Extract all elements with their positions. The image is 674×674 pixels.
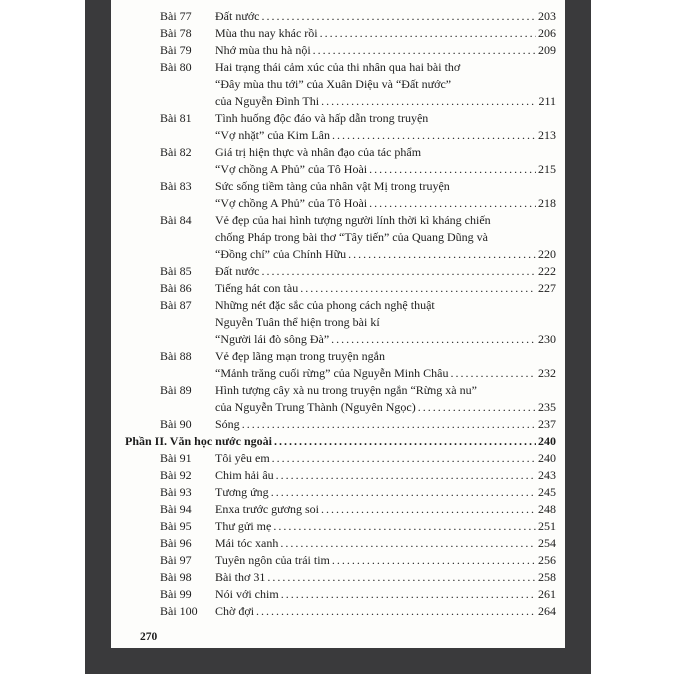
- entry-page-number: 209: [538, 43, 556, 57]
- entry-last-line: [215, 195, 556, 212]
- entry-last-line: [215, 501, 556, 518]
- entry-title-line: Hình tượng cây xà nu trong truyện ngắn “Rừng xà nu”: [215, 383, 477, 397]
- entry-title-text: Mùa thu nay khác rồi: [215, 26, 318, 40]
- entry-title-text: Tương ứng: [215, 485, 269, 499]
- dot-leader: [272, 450, 536, 467]
- entry-label: Bài 93: [160, 485, 192, 499]
- entry-title-block: [215, 42, 556, 59]
- entry-title-text: của Nguyễn Trung Thành (Nguyên Ngọc): [215, 400, 416, 414]
- toc-entry-row: [125, 450, 556, 467]
- toc-entry-row: [125, 484, 556, 501]
- entry-last-line: [215, 280, 556, 297]
- entry-title-block: [215, 178, 556, 212]
- toc-entry-row: [125, 178, 556, 212]
- entry-title-text: “Người lái đò sông Đà”: [215, 332, 330, 346]
- entry-title-text: của Nguyễn Đình Thi: [215, 94, 320, 108]
- entry-title-text: Enxa trước gương soi: [215, 502, 320, 516]
- entry-last-line: [215, 93, 556, 110]
- dot-leader: [300, 280, 536, 297]
- entry-label: Bài 89: [160, 383, 192, 397]
- dot-leader: [256, 603, 536, 620]
- entry-last-line: [215, 535, 556, 552]
- dot-leader: [369, 161, 536, 178]
- toc-section-row: [125, 433, 556, 450]
- dot-leader: [280, 535, 536, 552]
- entry-title-text: Đất nước: [215, 264, 260, 278]
- entry-title-block: [215, 59, 556, 110]
- dot-leader: [348, 246, 536, 263]
- dot-leader: [332, 552, 536, 569]
- entry-title-block: [215, 569, 556, 586]
- entry-label: Bài 91: [160, 451, 192, 465]
- book-page: [111, 0, 565, 648]
- toc-entry-row: [125, 8, 556, 25]
- entry-page-number: 248: [538, 502, 556, 516]
- toc-entry-row: [125, 552, 556, 569]
- dot-leader: [369, 195, 536, 212]
- toc-entry-row: [125, 416, 556, 433]
- entry-title-text: “Vợ chồng A Phủ” của Tô Hoài: [215, 196, 368, 210]
- entry-last-line: [215, 365, 556, 382]
- entry-label: Bài 95: [160, 519, 192, 533]
- entry-label: Bài 81: [160, 111, 192, 125]
- dot-leader: [271, 484, 536, 501]
- entry-label: Bài 99: [160, 587, 192, 601]
- entry-title-block: [215, 348, 556, 382]
- entry-title-text: “Vợ nhặt” của Kim Lân: [215, 128, 330, 142]
- entry-title-text: Chim hải âu: [215, 468, 274, 482]
- dot-leader: [267, 569, 536, 586]
- toc-entry-row: [125, 297, 556, 348]
- entry-last-line: [215, 416, 556, 433]
- entry-title-block: [215, 416, 556, 433]
- toc-entry-row: [125, 263, 556, 280]
- entry-title-text: Tuyên ngôn của trái tim: [215, 553, 330, 567]
- entry-title-line: Vẻ đẹp lãng mạn trong truyện ngắn: [215, 349, 385, 363]
- dot-leader: [262, 8, 536, 25]
- entry-last-line: [215, 450, 556, 467]
- entry-page-number: 230: [538, 332, 556, 346]
- entry-page-number: 232: [538, 366, 556, 380]
- dot-leader: [273, 518, 536, 535]
- entry-label: Bài 94: [160, 502, 192, 516]
- entry-title-text: Mái tóc xanh: [215, 536, 279, 550]
- dot-leader: [242, 416, 536, 433]
- entry-last-line: [215, 42, 556, 59]
- entry-page-number: 254: [538, 536, 556, 550]
- dot-leader: [313, 42, 536, 59]
- dot-leader: [321, 93, 536, 110]
- entry-title-text: Nói với chim: [215, 587, 279, 601]
- toc-entry-row: [125, 280, 556, 297]
- entry-title-block: [215, 212, 556, 263]
- entry-page-number: 261: [538, 587, 556, 601]
- dot-leader: [276, 467, 536, 484]
- entry-label: Bài 98: [160, 570, 192, 584]
- toc-entry-row: [125, 569, 556, 586]
- entry-page-number: 206: [538, 26, 556, 40]
- entry-label: Bài 90: [160, 417, 192, 431]
- entry-last-line: [215, 552, 556, 569]
- entry-title-text: Chờ đợi: [215, 604, 255, 618]
- entry-page-number: 211: [538, 94, 556, 108]
- entry-title-block: [215, 25, 556, 42]
- section-title: Phần II. Văn học nước ngoài: [125, 434, 272, 448]
- entry-label: Bài 100: [160, 604, 198, 618]
- entry-page-number: 251: [538, 519, 556, 533]
- entry-last-line: [215, 263, 556, 280]
- entry-title-text: “Mảnh trăng cuối rừng” của Nguyễn Minh Châu: [215, 366, 449, 380]
- entry-page-number: 243: [538, 468, 556, 482]
- entry-title-line: Tình huống độc đáo và hấp dẫn trong truyện: [215, 111, 429, 125]
- entry-label: Bài 92: [160, 468, 192, 482]
- entry-last-line: [215, 331, 556, 348]
- entry-page-number: 218: [538, 196, 556, 210]
- entry-title-block: [215, 280, 556, 297]
- entry-label: Bài 88: [160, 349, 192, 363]
- entry-title-text: Thư gửi mẹ: [215, 519, 272, 533]
- entry-title-line: Giá trị hiện thực và nhân đạo của tác phẩm: [215, 145, 422, 159]
- entry-title-block: [215, 8, 556, 25]
- toc-entry-row: [125, 110, 556, 144]
- entry-last-line: [215, 603, 556, 620]
- entry-page-number: 215: [538, 162, 556, 176]
- entry-page-number: 227: [538, 281, 556, 295]
- entry-label: Bài 97: [160, 553, 192, 567]
- dot-leader: [418, 399, 536, 416]
- entry-last-line: [215, 246, 556, 263]
- toc-entry-row: [125, 382, 556, 416]
- toc-entry-row: [125, 144, 556, 178]
- entry-title-line: Những nét đặc sắc của phong cách nghệ thuật: [215, 298, 435, 312]
- entry-last-line: [215, 399, 556, 416]
- entry-title-line: Hai trạng thái cảm xúc của thi nhân qua hai bài thơ: [215, 60, 461, 74]
- section-page-number: 240: [538, 434, 556, 448]
- entry-label: Bài 77: [160, 9, 192, 23]
- entry-page-number: 222: [538, 264, 556, 278]
- entry-page-number: 245: [538, 485, 556, 499]
- entry-page-number: 264: [538, 604, 556, 618]
- entry-label: Bài 80: [160, 60, 192, 74]
- entry-page-number: 203: [538, 9, 556, 23]
- entry-label: Bài 87: [160, 298, 192, 312]
- entry-last-line: [215, 518, 556, 535]
- toc-entry-row: [125, 25, 556, 42]
- book-photo-background: [85, 0, 591, 674]
- entry-label: Bài 79: [160, 43, 192, 57]
- entry-label: Bài 84: [160, 213, 192, 227]
- dot-leader: [320, 25, 536, 42]
- dot-leader: [450, 365, 536, 382]
- toc-entry-row: [125, 42, 556, 59]
- entry-last-line: [215, 161, 556, 178]
- toc-entry-row: [125, 348, 556, 382]
- entry-title-text: “Vợ chồng A Phủ” của Tô Hoài: [215, 162, 368, 176]
- toc-entry-row: [125, 212, 556, 263]
- dot-leader: [321, 501, 536, 518]
- entry-page-number: 258: [538, 570, 556, 584]
- entry-last-line: [215, 127, 556, 144]
- entry-label: Bài 85: [160, 264, 192, 278]
- entry-title-line: Nguyễn Tuân thể hiện trong bài kí: [215, 315, 380, 329]
- entry-title-text: Bài thơ 31: [215, 570, 266, 584]
- dot-leader: [281, 586, 536, 603]
- entry-last-line: [215, 586, 556, 603]
- entry-label: Bài 96: [160, 536, 192, 550]
- entry-page-number: 235: [538, 400, 556, 414]
- toc-entry-row: [125, 501, 556, 518]
- entry-title-block: [215, 552, 556, 569]
- dot-leader: [332, 127, 536, 144]
- entry-label: Bài 83: [160, 179, 192, 193]
- toc-entry-row: [125, 467, 556, 484]
- entry-last-line: [215, 484, 556, 501]
- entry-last-line: [215, 467, 556, 484]
- toc-entry-row: [125, 518, 556, 535]
- entry-title-text: Đất nước: [215, 9, 260, 23]
- entry-title-block: [215, 484, 556, 501]
- entry-title-block: [215, 263, 556, 280]
- entry-title-block: [215, 586, 556, 603]
- dot-leader: [274, 433, 536, 450]
- entry-last-line: [215, 569, 556, 586]
- entry-title-block: [215, 450, 556, 467]
- entry-title-block: [215, 603, 556, 620]
- entry-title-line: chống Pháp trong bài thơ “Tây tiến” của Quang Dũng và: [215, 230, 488, 244]
- entry-title-block: [215, 297, 556, 348]
- entry-title-text: Sóng: [215, 417, 240, 431]
- entry-last-line: [215, 8, 556, 25]
- entry-title-block: [215, 535, 556, 552]
- dot-leader: [331, 331, 536, 348]
- entry-title-block: [215, 501, 556, 518]
- entry-title-block: [215, 467, 556, 484]
- entry-page-number: 237: [538, 417, 556, 431]
- entry-label: Bài 78: [160, 26, 192, 40]
- entry-title-block: [215, 110, 556, 144]
- entry-title-text: “Đồng chí” của Chính Hữu: [215, 247, 347, 261]
- entry-page-number: 256: [538, 553, 556, 567]
- entry-page-number: 213: [538, 128, 556, 142]
- toc-entry-row: [125, 59, 556, 110]
- toc-entry-row: [125, 603, 556, 620]
- entry-title-block: [215, 518, 556, 535]
- entry-page-number: 240: [538, 451, 556, 465]
- entry-title-block: [215, 382, 556, 416]
- entry-title-line: Sức sống tiềm tàng của nhân vật Mị trong truyện: [215, 179, 450, 193]
- toc-entry-row: [125, 586, 556, 603]
- entry-title-text: Nhớ mùa thu hà nội: [215, 43, 311, 57]
- entry-last-line: [215, 25, 556, 42]
- entry-title-line: Vẻ đẹp của hai hình tượng người lính thời kì kháng chiến: [215, 213, 491, 227]
- table-of-contents: [125, 8, 556, 620]
- toc-entry-row: [125, 535, 556, 552]
- entry-label: Bài 82: [160, 145, 192, 159]
- entry-page-number: 220: [538, 247, 556, 261]
- page-number-footer: 270: [140, 631, 158, 643]
- entry-title-block: [215, 144, 556, 178]
- dot-leader: [262, 263, 536, 280]
- entry-title-text: Tiếng hát con tàu: [215, 281, 299, 295]
- entry-title-line: “Đây mùa thu tới” của Xuân Diệu và “Đất nước”: [215, 77, 452, 91]
- entry-label: Bài 86: [160, 281, 192, 295]
- entry-title-text: Tôi yêu em: [215, 451, 270, 465]
